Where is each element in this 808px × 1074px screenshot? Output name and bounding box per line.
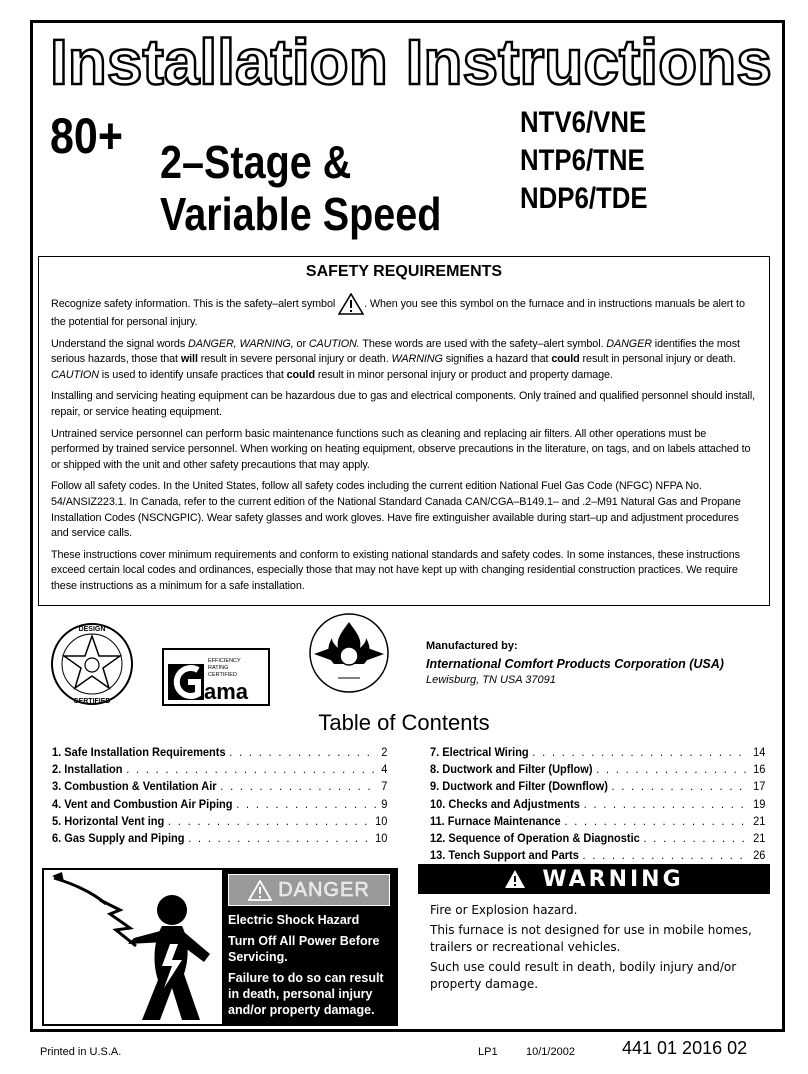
safety-paragraph: [51, 293, 757, 331]
toc-leader: [236, 797, 377, 811]
warning-header: [418, 864, 770, 894]
manufactured-by-label: Manufactured by:: [426, 640, 518, 652]
warning-label: [418, 864, 770, 996]
toc-label: 6. Gas Supply and Piping: [52, 830, 185, 845]
safety-text: signifies a hazard that: [442, 353, 552, 366]
toc-leader: [532, 745, 749, 759]
product-line-1: 2–Stage &: [160, 136, 352, 188]
toc-leader: [643, 831, 749, 845]
toc-page: 4: [381, 762, 388, 777]
toc-entry[interactable]: [430, 762, 765, 779]
toc-entry[interactable]: [52, 745, 387, 762]
toc-label: 9. Ductwork and Filter (Downflow): [430, 779, 608, 794]
toc-label: 10. Checks and Adjustments: [430, 796, 580, 811]
toc-leader: [168, 814, 371, 828]
safety-text: is used to identify unsafe practices that: [98, 368, 287, 381]
gama-brand-text: ama: [204, 679, 249, 704]
safety-text: identifies the most serious hazards, those that: [51, 337, 740, 366]
safety-paragraph: [51, 337, 757, 384]
gama-efficiency-logo: [162, 648, 270, 706]
electric-shock-figure-icon: [44, 870, 222, 1024]
safety-text: These words are used with the safety–alert symbol.: [359, 337, 607, 350]
toc-entry[interactable]: [430, 848, 765, 865]
toc-leader: [220, 779, 377, 793]
signal-word-warning: WARNING: [391, 353, 443, 366]
toc-label: 13. Tench Support and Parts: [430, 848, 579, 863]
toc-leader: [564, 814, 749, 828]
danger-label: [42, 868, 398, 1026]
safety-paragraph: Follow all safety codes. In the United States, follow all safety codes including the current edition National Fuel Gas Code (NFGC) NFPA No. 54/ANSIZ223.1. In Canada, refer to the current edition of the National Standard Canada CAN/CGA–B149.1– and .2–M91 Natural Gas and Propane Installation Codes (NSCNGPIC). Wear safety glasses and work gloves. Have fire extinguisher available during start–up and adjustment procedures and service calls.: [51, 480, 741, 540]
toc-page: 26: [753, 848, 766, 863]
warning-line: Such use could result in death, bodily injury and/or property damage.: [430, 960, 737, 991]
manufacturer-name: International Comfort Products Corporation (USA): [426, 657, 724, 671]
toc-leader: [188, 831, 371, 845]
safety-text: result in severe personal injury or death.: [197, 353, 392, 366]
document-title: Installation Instructions: [50, 26, 772, 98]
signal-word-danger: DANGER: [606, 337, 652, 350]
toc-label: 7. Electrical Wiring: [430, 745, 529, 759]
toc-entry[interactable]: [52, 831, 387, 848]
danger-line: Turn Off All Power Before Servicing.: [228, 934, 380, 964]
flame-agency-logo: [308, 612, 390, 694]
warning-triangle-icon: [248, 880, 272, 901]
safety-text: or: [293, 337, 309, 350]
toc-leader: [126, 762, 377, 776]
toc-entry[interactable]: [430, 831, 765, 848]
toc-right-column: [430, 745, 766, 865]
efficiency-label: 80+: [50, 108, 123, 164]
safety-alert-icon: [338, 293, 364, 315]
signal-words: DANGER, WARNING,: [188, 337, 294, 350]
printed-in: Printed in U.S.A.: [40, 1046, 122, 1058]
danger-panel: [222, 870, 396, 1024]
model-number: NTV6/VNE: [520, 106, 647, 139]
safety-text: result in minor personal injury or product and property damage.: [314, 368, 613, 381]
emphasis-could: could: [286, 368, 315, 381]
product-line-2: Variable Speed: [160, 188, 442, 240]
lp-code: LP1: [478, 1046, 498, 1058]
warning-body: [418, 894, 770, 1004]
design-certified-star-logo: [50, 620, 134, 708]
toc-page: 16: [753, 762, 766, 777]
safety-paragraph: These instructions cover minimum requirements and conform to existing national standards and safety codes. In some instances, these instructions exceed certain local codes and ordinances, especially those that may not have kept up with changing residential construction practices. We require these instructions as a minimum for a safe installation.: [51, 548, 740, 592]
danger-line: Failure to do so can result in death, personal injury and/or property damage.: [228, 971, 384, 1017]
toc-entry[interactable]: [430, 779, 765, 796]
toc-entry[interactable]: [52, 762, 387, 779]
model-numbers: [520, 104, 648, 218]
toc-entry[interactable]: [430, 814, 765, 831]
warning-line: Fire or Explosion hazard.: [430, 903, 578, 917]
toc-label: 11. Furnace Maintenance: [430, 813, 561, 828]
toc-leader: [229, 745, 377, 759]
toc-page: 21: [753, 813, 766, 828]
toc-page: 7: [381, 779, 388, 794]
warning-word: WARNING: [542, 866, 684, 892]
gama-text-3: CERTIFIED: [208, 672, 237, 678]
toc-page: 10: [375, 830, 388, 845]
warning-triangle-icon: [504, 869, 526, 889]
toc-page: 2: [381, 745, 388, 759]
danger-header: [228, 874, 390, 906]
toc-label: 12. Sequence of Operation & Diagnostic: [430, 830, 640, 845]
model-number: NDP6/TDE: [520, 182, 648, 215]
toc-leader: [596, 762, 749, 776]
toc-entry[interactable]: [430, 745, 765, 762]
toc-left-column: [52, 745, 388, 848]
toc-label: 8. Ductwork and Filter (Upflow): [430, 762, 593, 777]
safety-text: Understand the signal words: [51, 337, 189, 350]
safety-text: . When you see this symbol on the furnace and in instructions manuals be alert to the potential for personal injury.: [51, 297, 745, 328]
toc-entry[interactable]: [52, 779, 387, 796]
document-number: 441 01 2016 02: [622, 1038, 748, 1058]
toc-leader: [583, 848, 750, 862]
toc-page: 17: [753, 779, 766, 794]
toc-leader: [612, 779, 750, 793]
toc-label: 5. Horizontal Vent ing: [52, 813, 165, 828]
model-number: NTP6/TNE: [520, 144, 645, 177]
signal-word-caution: CAUTION: [51, 368, 99, 381]
danger-word: DANGER: [278, 878, 370, 901]
toc-page: 10: [375, 813, 388, 828]
toc-title: Table of Contents: [318, 710, 490, 735]
safety-paragraph: Installing and servicing heating equipment can be hazardous due to gas and electrical components. Only trained and qualified personnel should install, repair, or service heating equipment.: [51, 390, 756, 418]
safety-title: SAFETY REQUIREMENTS: [305, 263, 503, 280]
gama-text-1: EFFICIENCY: [208, 658, 241, 664]
signal-word-caution: CAUTION.: [308, 337, 360, 350]
safety-text: Recognize safety information. This is the safety–alert symbol: [51, 297, 339, 310]
toc-label: 1. Safe Installation Requirements: [52, 745, 226, 759]
gama-text-2: RATING: [208, 665, 229, 671]
emphasis-could: could: [551, 353, 580, 366]
toc-label: 4. Vent and Combustion Air Piping: [52, 796, 233, 811]
toc-page: 21: [753, 830, 766, 845]
toc-page: 19: [753, 796, 766, 811]
logo-text-top: DESIGN: [78, 626, 106, 633]
warning-line: This furnace is not designed for use in mobile homes, trailers or recreational vehicles.: [430, 923, 752, 954]
danger-line: Electric Shock Hazard: [228, 913, 360, 927]
safety-text: result in personal injury or death.: [579, 353, 736, 366]
toc-label: 3. Combustion & Ventilation Air: [52, 779, 217, 794]
print-date: 10/1/2002: [526, 1046, 575, 1058]
emphasis-will: will: [180, 353, 198, 366]
toc-page: 14: [753, 745, 766, 759]
safety-requirements-box: [38, 256, 770, 606]
toc-entry[interactable]: [52, 797, 387, 814]
toc-label: 2. Installation: [52, 762, 123, 777]
manufacturer-city: Lewisburg, TN USA 37091: [426, 674, 556, 686]
logo-text-bottom: CERTIFIED: [73, 698, 111, 705]
toc-entry[interactable]: [52, 814, 387, 831]
toc-entry[interactable]: [430, 797, 765, 814]
toc-page: 9: [381, 796, 388, 811]
safety-paragraph: Untrained service personnel can perform basic maintenance functions such as cleaning and replacing air filters. All other operations must be performed by trained service personnel. When working on heating equipment, observe precautions in the literature, on tags, and on labels attached to or shipped with the unit and other safety precautions that may apply.: [51, 427, 751, 471]
toc-leader: [584, 797, 750, 811]
